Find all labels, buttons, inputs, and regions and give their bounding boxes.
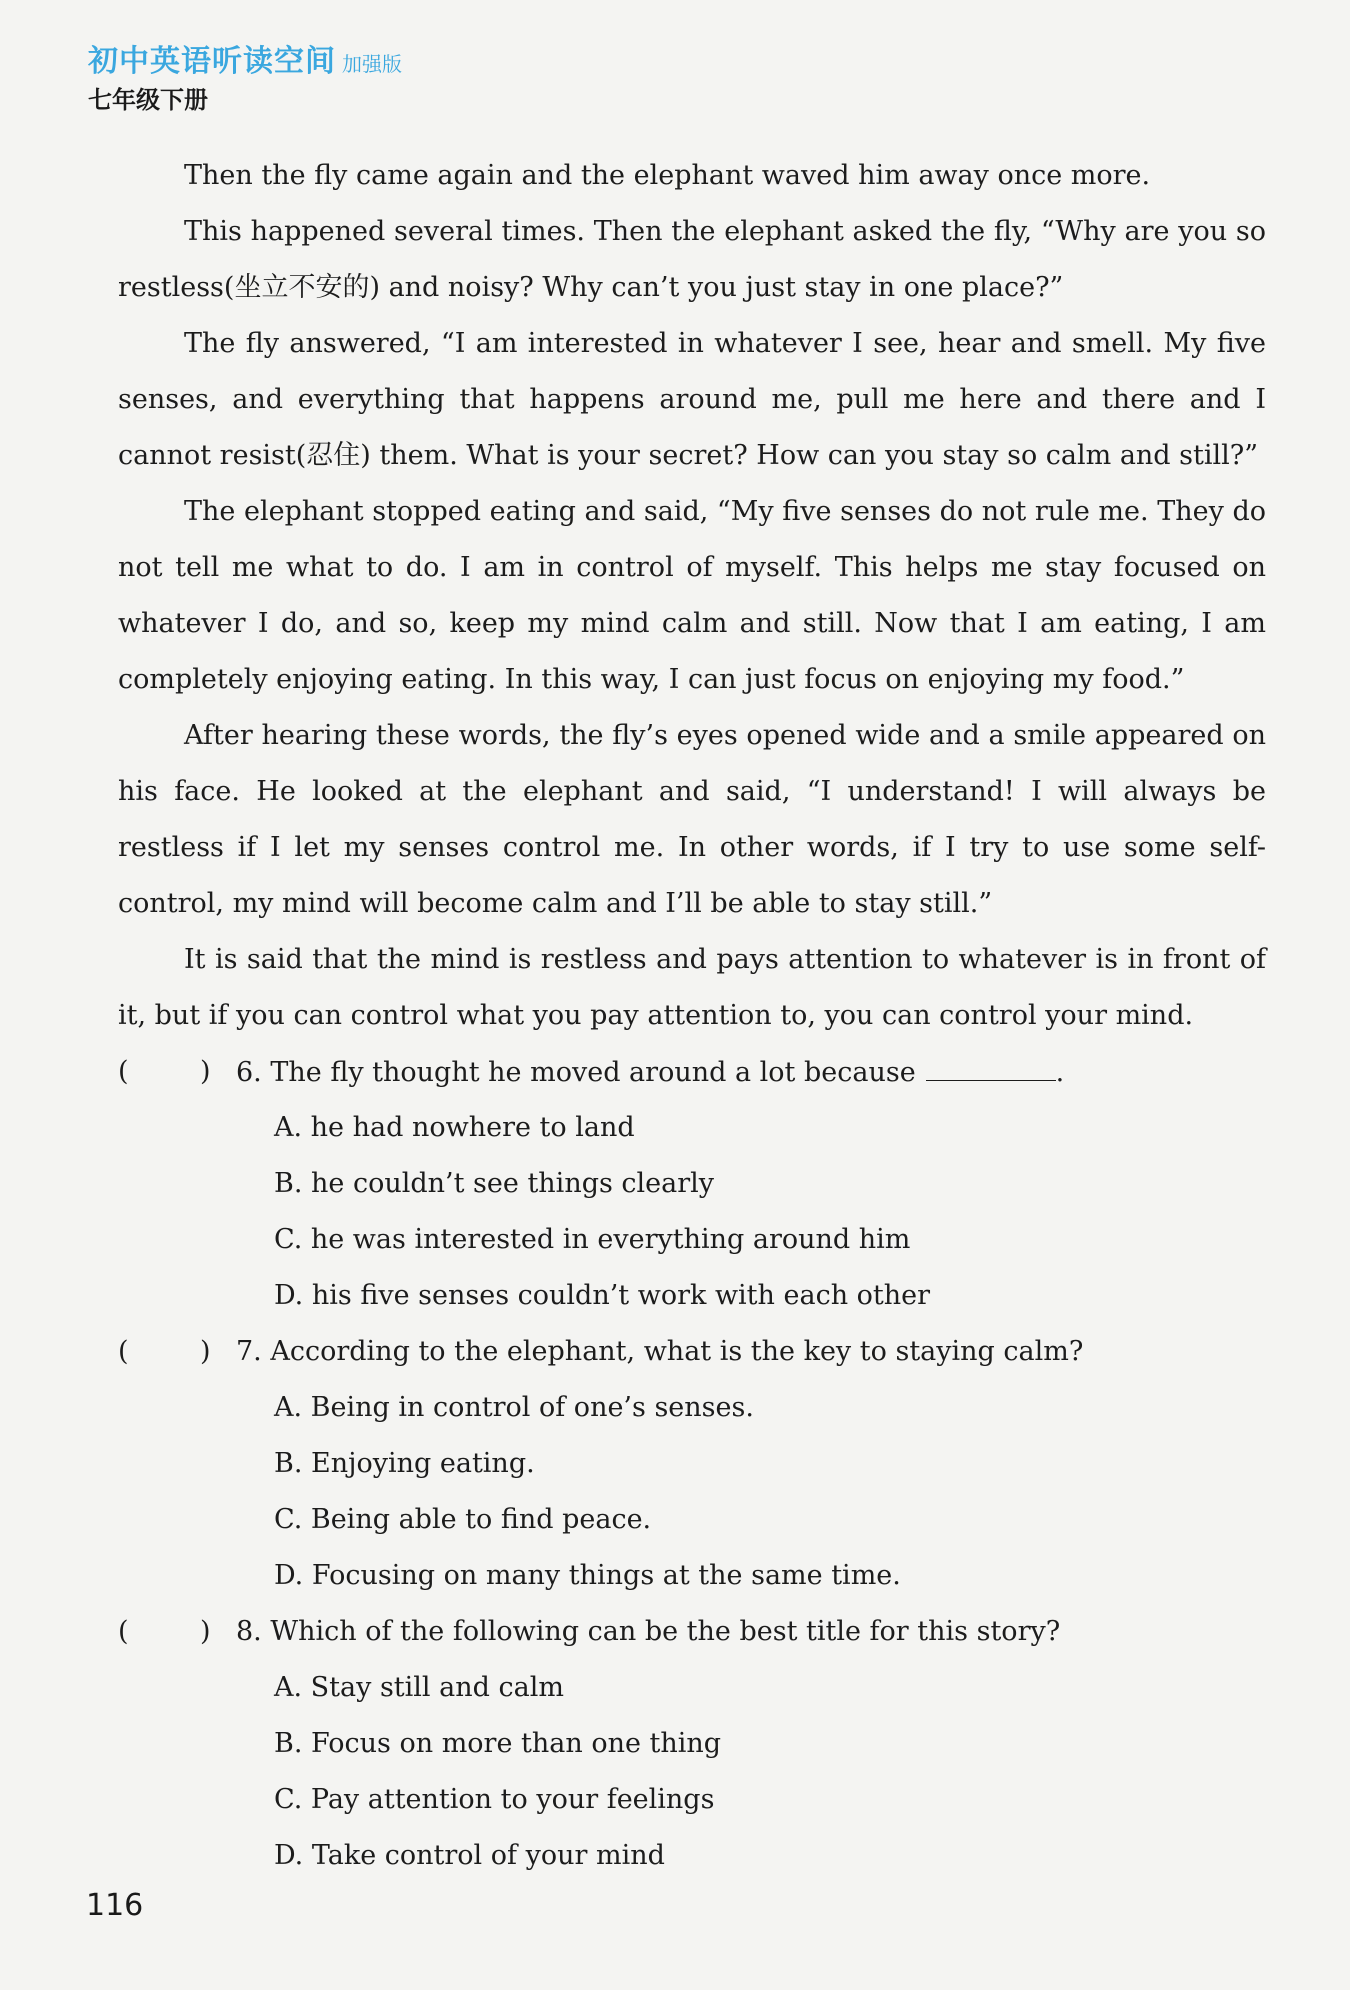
answer-paren-left: ( bbox=[118, 1336, 129, 1367]
grade-label: 七年级下册 bbox=[88, 86, 208, 114]
answer-paren-right: ) bbox=[200, 1336, 211, 1367]
question-number: 6. bbox=[236, 1057, 262, 1088]
passage-paragraph: After hearing these words, the fly’s eyes opened wide and a smile appeared on his face. He looked at the elephant and said, “I understand! I will always be restless if I let my senses control me. In other words, if I try to use some self-control, my mind will become calm and I’ll be able to stay still.” bbox=[118, 720, 1266, 919]
answer-option: C. he was interested in everything around him bbox=[274, 1224, 911, 1255]
question-stem-text: According to the elephant, what is the key to staying calm? bbox=[270, 1336, 1084, 1367]
answer-option: A. Stay still and calm bbox=[274, 1672, 564, 1703]
question-number: 8. bbox=[236, 1616, 262, 1647]
answer-option: A. he had nowhere to land bbox=[274, 1112, 635, 1143]
question-text bbox=[236, 1604, 1060, 1660]
answer-paren-left: ( bbox=[118, 1056, 129, 1087]
answer-option: D. Take control of your mind bbox=[274, 1840, 665, 1871]
passage-paragraph: This happened several times. Then the elephant asked the fly, “Why are you so restless(坐立不安的) and noisy? Why can’t you just stay in one place?” bbox=[118, 216, 1266, 303]
answer-option: C. Pay attention to your feelings bbox=[274, 1784, 715, 1815]
question-stem-text: Which of the following can be the best title for this story? bbox=[270, 1616, 1061, 1647]
page-content bbox=[118, 148, 1266, 1884]
passage-paragraph: The elephant stopped eating and said, “My five senses do not rule me. They do not tell me what to do. I am in control of myself. This helps me stay focused on whatever I do, and so, keep my mind calm and still. Now that I am eating, I am completely enjoying eating. In this way, I can just focus on enjoying my food.” bbox=[118, 496, 1266, 695]
question-list bbox=[118, 1044, 1266, 1884]
question-stem bbox=[118, 1044, 1266, 1100]
answer-option: C. Being able to find peace. bbox=[274, 1504, 652, 1535]
question-stem-text: The fly thought he moved around a lot because bbox=[270, 1057, 916, 1088]
reading-passage bbox=[118, 148, 1266, 1044]
question-stem-end: . bbox=[1055, 1057, 1065, 1088]
question-number: 7. bbox=[236, 1336, 262, 1367]
edition-tag: 加强版 bbox=[342, 52, 402, 76]
passage-paragraph: It is said that the mind is restless and pays attention to whatever is in front of it, but if you can control what you pay attention to, you can control your mind. bbox=[118, 944, 1266, 1031]
series-title-line bbox=[88, 42, 402, 82]
page-header bbox=[88, 42, 402, 118]
series-title: 初中英语听读空间 bbox=[88, 44, 336, 79]
page-number: 116 bbox=[86, 1888, 144, 1923]
answer-option: D. Focusing on many things at the same time. bbox=[274, 1560, 901, 1591]
question-text bbox=[236, 1324, 1083, 1380]
answer-option: B. he couldn’t see things clearly bbox=[274, 1168, 715, 1199]
passage-paragraph: The fly answered, “I am interested in whatever I see, hear and smell. My five senses, and everything that happens around me, pull me here and there and I cannot resist(忍住) them. What is your secret? How can you stay so calm and still?” bbox=[118, 328, 1266, 471]
answer-option: B. Focus on more than one thing bbox=[274, 1728, 722, 1759]
question-stem bbox=[118, 1324, 1266, 1380]
answer-option: B. Enjoying eating. bbox=[274, 1448, 535, 1479]
answer-paren-right: ) bbox=[200, 1056, 211, 1087]
question-stem bbox=[118, 1604, 1266, 1660]
fill-in-blank[interactable] bbox=[926, 1044, 1056, 1081]
question-text bbox=[236, 1044, 1064, 1101]
answer-paren-right: ) bbox=[200, 1616, 211, 1647]
passage-paragraph: Then the fly came again and the elephant waved him away once more. bbox=[184, 160, 1151, 191]
answer-paren-left: ( bbox=[118, 1616, 129, 1647]
answer-option: A. Being in control of one’s senses. bbox=[274, 1392, 754, 1423]
answer-option: D. his five senses couldn’t work with each other bbox=[274, 1280, 931, 1311]
